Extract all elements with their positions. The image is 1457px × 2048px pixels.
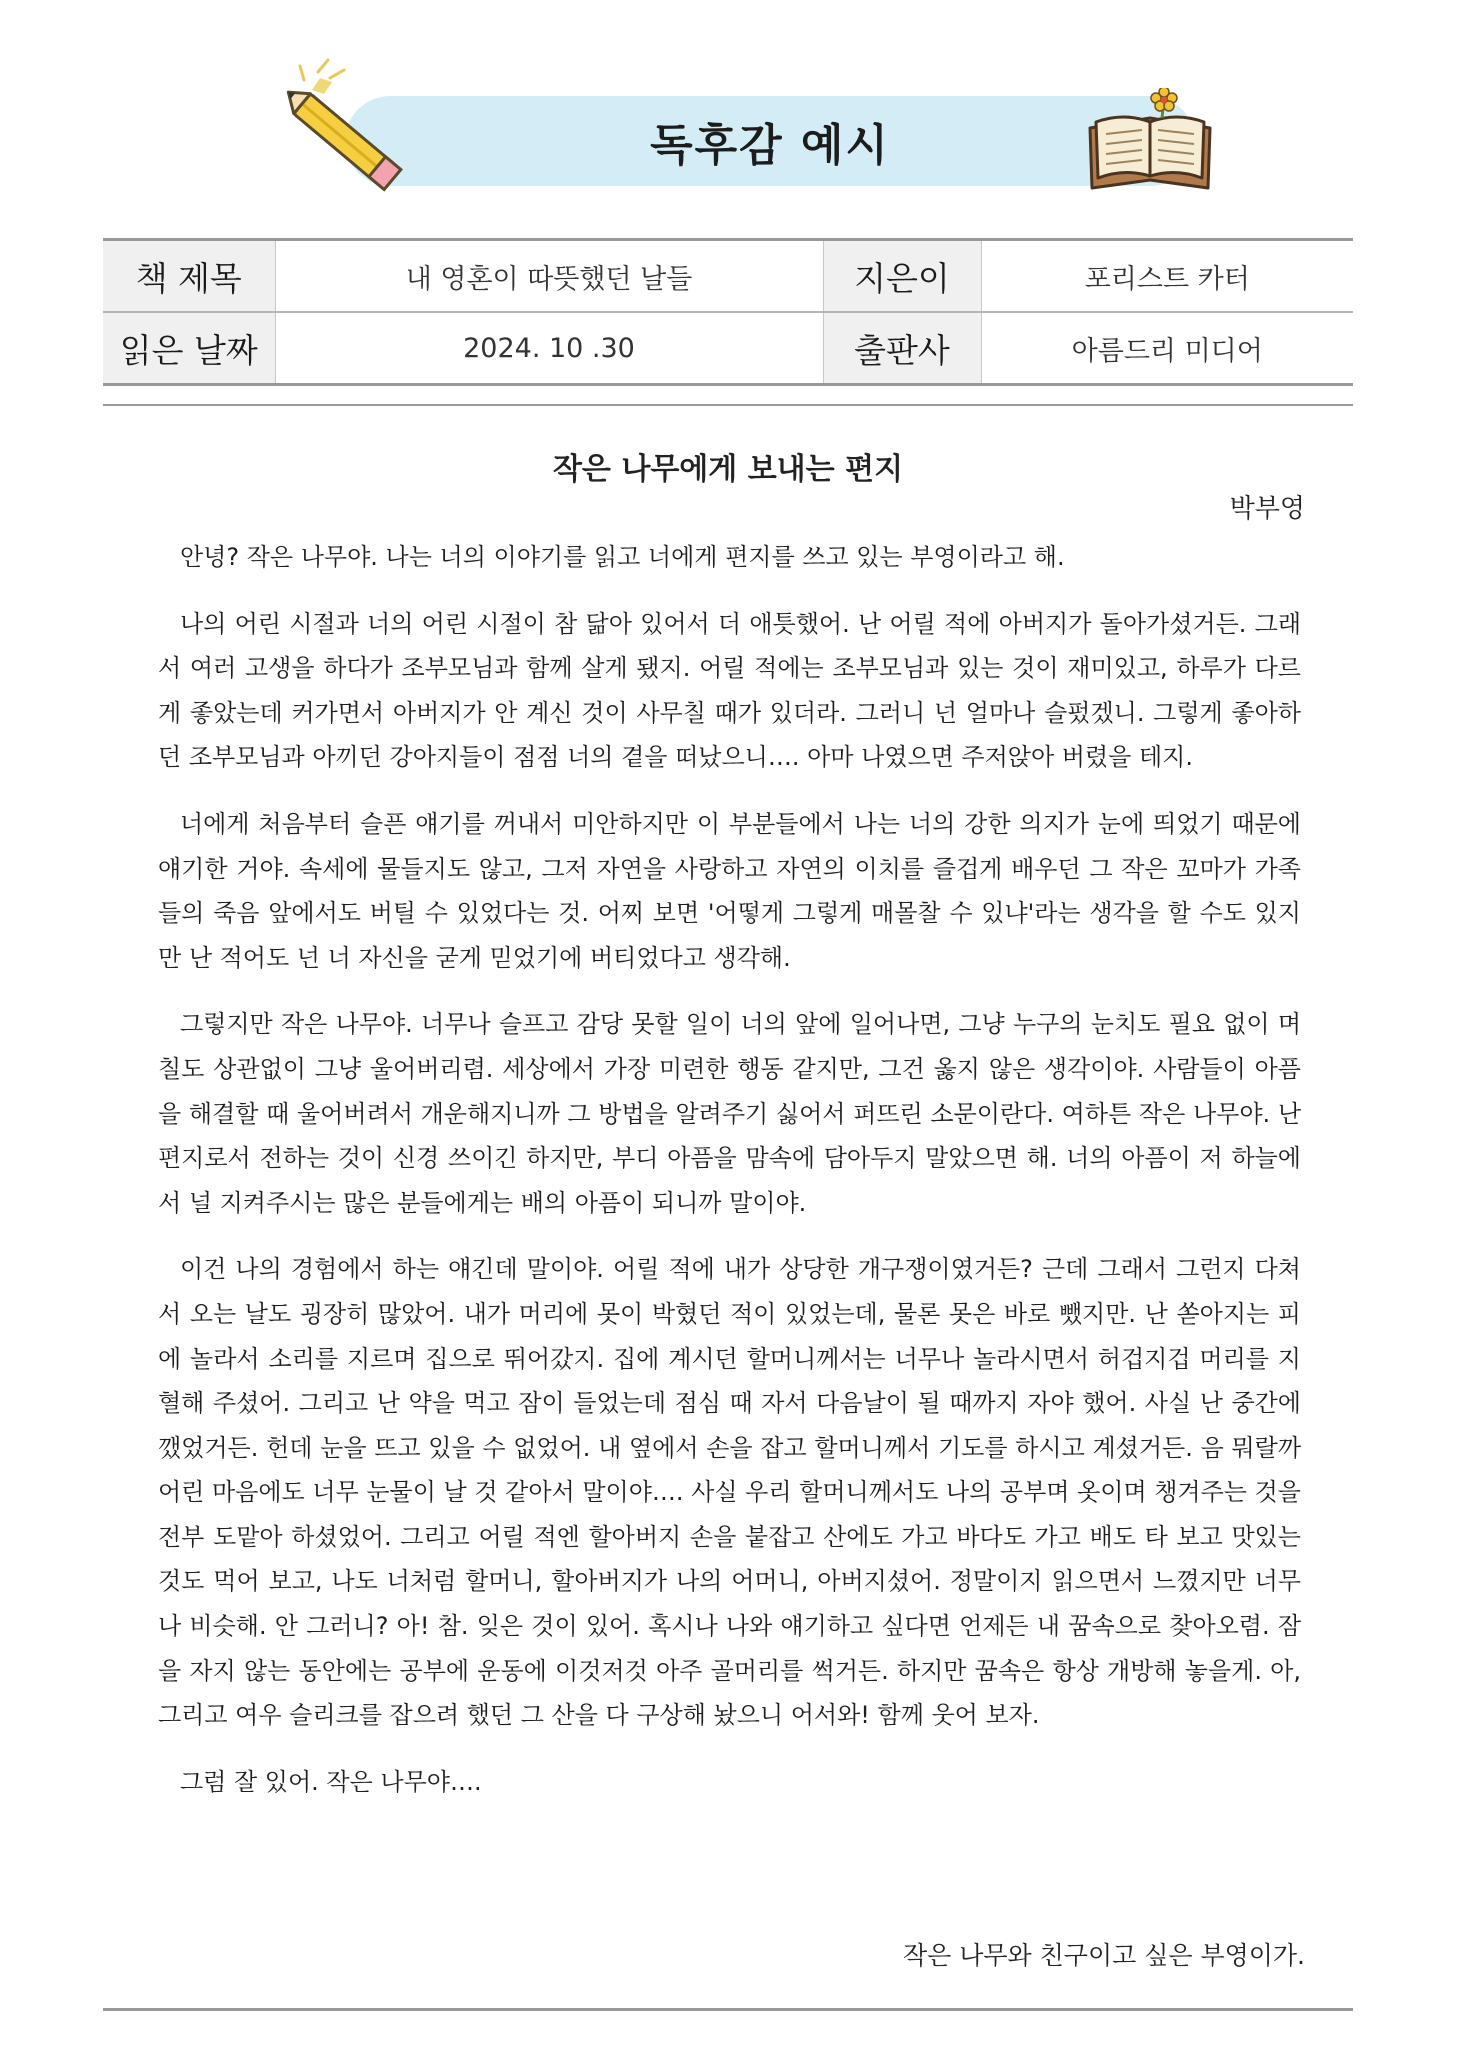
author-value: 포리스트 카터 — [981, 240, 1353, 313]
date-label: 읽은 날짜 — [103, 312, 275, 385]
letter-body — [158, 535, 1301, 1804]
paragraph: 나의 어린 시절과 너의 어린 시절이 참 닮아 있어서 더 애틋했어. 난 어릴 적에 아버지가 돌아가셨거든. 그래서 여러 고생을 하다가 조부모님과 함께 살게 됐지. 어릴 적에는 조부모님과 있는 것이 재미있고, 하루가 다르게 좋았는데 커가면서 아버지가 안 계신 것이 사무칠 때가 있더라. 그러니 넌 얼마나 슬펐겠니. 그렇게 좋아하던 조부모님과 아끼던 강아지들이 점점 너의 곁을 떠났으니…. 아마 나였으면 주저앉아 버렸을 테지. — [158, 609, 1301, 772]
book-title-value: 내 영혼이 따뜻했던 날들 — [275, 240, 823, 313]
publisher-value: 아름드리 미디어 — [981, 312, 1353, 385]
book-title-label: 책 제목 — [103, 240, 275, 313]
paragraph: 이건 나의 경험에서 하는 얘긴데 말이야. 어릴 적에 내가 상당한 개구쟁이였거든? 근데 그래서 그런지 다쳐서 오는 날도 굉장히 많았어. 내가 머리에 못이 박혔던 적이 있었는데, 물론 못은 바로 뺐지만. 난 쏟아지는 피에 놀라서 소리를 지르며 집으로 뛰어갔지. 집에 계시던 할머니께서는 너무나 놀라시면서 허겁지겁 머리를 지혈해 주셨어. 그리고 난 약을 먹고 잠이 들었는데 점심 때 자서 다음날이 될 때까지 자야 했어. 사실 난 중간에 깼었거든. 헌데 눈을 뜨고 있을 수 없었어. 내 옆에서 손을 잡고 할머니께서 기도를 하시고 계셨거든. 음 뭐랄까 어린 마음에도 너무 눈물이 날 것 같아서 말이야…. 사실 우리 할머니께서도 나의 공부며 옷이며 챙겨주는 것을 전부 도맡아 하셨었어. 그리고 어릴 적엔 할아버지 손을 붙잡고 산에도 가고 바다도 가고 배도 타 보고 맛있는 것도 먹어 보고, 나도 너처럼 할머니, 할아버지가 나의 어머니, 아버지셨어. 정말이지 읽으면서 느꼈지만 너무나 비슷해. 안 그러니? 아! 참. 잊은 것이 있어. 혹시나 나와 얘기하고 싶다면 언제든 내 꿈속으로 찾아오렴. 잠을 자지 않는 동안에는 공부에 운동에 이것저것 아주 골머리를 썩거든. 하지만 꿈속은 항상 개방해 놓을게. 아, 그리고 여우 슬리크를 잡으려 했던 그 산을 다 구상해 놨으니 어서와! 함께 웃어 보자. — [158, 1255, 1301, 1730]
paragraph: 그럼 잘 있어. 작은 나무야…. — [180, 1767, 482, 1796]
date-value: 2024. 10 .30 — [275, 312, 823, 385]
letter-signature: 작은 나무와 친구이고 싶은 부영이가. — [903, 1941, 1305, 1970]
publisher-label: 출판사 — [823, 312, 981, 385]
author-label: 지은이 — [823, 240, 981, 313]
bottom-divider — [103, 2008, 1353, 2011]
paragraph: 너에게 처음부터 슬픈 얘기를 꺼내서 미안하지만 이 부분들에서 나는 너의 강한 의지가 눈에 띄었기 때문에 얘기한 거야. 속세에 물들지도 않고, 그저 자연을 사랑하고 자연의 이치를 즐겁게 배우던 그 작은 꼬마가 가족들의 죽음 앞에서도 버틸 수 있었다는 것. 어찌 보면 '어떻게 그렇게 매몰찰 수 있냐'라는 생각을 할 수도 있지만 난 적어도 넌 너 자신을 굳게 믿었기에 버티었다고 생각해. — [158, 809, 1301, 972]
page-title: 독후감 예시 — [650, 120, 890, 171]
divider — [103, 404, 1353, 406]
table-row — [103, 312, 1353, 385]
paragraph: 안녕? 작은 나무야. 나는 너의 이야기를 읽고 너에게 편지를 쓰고 있는 부영이라고 해. — [180, 543, 1065, 571]
paragraph: 그렇지만 작은 나무야. 너무나 슬프고 감당 못할 일이 너의 앞에 일어나면, 그냥 누구의 눈치도 필요 없이 며칠도 상관없이 그냥 울어버리렴. 세상에서 가장 미련한 행동 같지만, 그건 옳지 않은 생각이야. 사람들이 아픔을 해결할 때 울어버려서 개운해지니까 그 방법을 알려주기 싫어서 퍼뜨린 소문이란다. 여하튼 작은 나무야. 난 편지로서 전하는 것이 신경 쓰이긴 하지만, 부디 아픔을 맘속에 담아두지 말았으면 해. 너의 아픔이 저 하늘에서 널 지켜주시는 많은 분들에게는 배의 아픔이 되니까 말이야. — [158, 1010, 1301, 1217]
letter-title: 작은 나무에게 보내는 편지 — [552, 452, 904, 487]
letter-writer: 박부영 — [1229, 494, 1305, 524]
table-row — [103, 240, 1353, 313]
book-info-table — [103, 238, 1353, 386]
